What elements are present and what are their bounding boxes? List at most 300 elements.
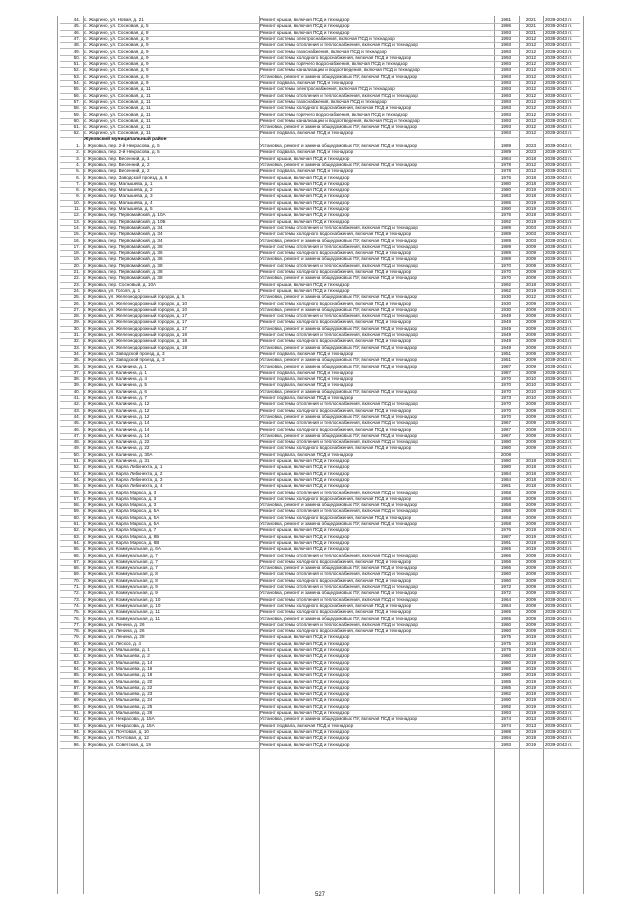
last-repair-year-cell: 2009 [525, 407, 537, 413]
planned-period-cell: 2039-2043 гг. [545, 42, 573, 48]
work-type-cell: Ремонт системы холодного водоснабжения, включая ПСД и технадзор [260, 269, 412, 274]
work-type-cell: Установка, ремонт и замена общедомовых ПУ, включая ПСД и технадзор [260, 413, 418, 419]
planned-period-cell: 2039-2043 гг. [545, 508, 573, 514]
address-cell: с. Жаргино, ул. Сосновая, д. 9 [84, 54, 149, 60]
planned-period-cell: 2039-2043 гг. [545, 489, 573, 495]
planned-period-cell: 2039-2043 гг. [545, 533, 573, 539]
last-repair-year-cell: 2012 [525, 98, 537, 104]
address-cell: г. Жуковка, ул. Гоголя, д. 1 [84, 287, 141, 293]
planned-period-cell: 2039-2043 гг. [545, 344, 573, 350]
row-number: 67. [73, 558, 80, 564]
build-year-cell: 1980 [500, 445, 512, 451]
address-cell: г. Жуковка, пер. Весенний, д. 2 [84, 161, 150, 167]
last-repair-year-cell: 2019 [525, 653, 537, 659]
row-number: 53. [73, 470, 80, 476]
row-number: 59. [73, 111, 80, 117]
build-year-cell: 1967 [500, 432, 512, 438]
work-type-cell: Установка, ремонт и замена общедомовых ПУ, включая ПСД и технадзор [260, 161, 418, 167]
address-cell: г. Жуковка, ул. Железнодорожный городок, д. 17 [84, 325, 188, 331]
address-cell: г. Жуковка, ул. Заводской проезд, д. 3 [84, 357, 165, 363]
planned-period-cell: 2039-2043 гг. [545, 596, 573, 602]
row-number: 54. [73, 80, 80, 85]
row-number: 6. [76, 174, 80, 180]
row-number: 82. [73, 653, 80, 659]
address-cell: г. Жуковка, ул. Железнодорожный городок, д. 17 [84, 319, 188, 325]
address-cell: г. Жуковка, ул. Коммунальная, д. 8 [84, 571, 158, 577]
last-repair-year-cell: 2009 [525, 344, 537, 350]
planned-period-cell: 2039-2043 гг. [545, 262, 573, 268]
row-number: 62. [73, 527, 80, 533]
build-year-cell: 1984 [500, 155, 512, 161]
planned-period-cell: 2039-2043 гг. [545, 565, 573, 571]
row-number: 57. [73, 495, 80, 501]
row-number: 32. [73, 338, 80, 344]
build-year-cell: 1993 [500, 48, 512, 54]
row-number: 35. [73, 357, 80, 363]
last-repair-year-cell: 2012 [525, 92, 537, 98]
last-repair-year-cell: 2009 [525, 445, 537, 451]
address-cell: г. Жуковка, ул. Карла Либкнехта, д. 3 [84, 476, 163, 482]
address-cell: г. Жуковка, пер. Весенний, д. 1 [84, 155, 150, 161]
work-type-cell: Установка, ремонт и замена общедомовых ПУ, включая ПСД и технадзор [260, 143, 418, 148]
row-number: 18. [73, 250, 80, 256]
row-number: 57. [73, 98, 80, 104]
build-year-cell: 1958 [500, 502, 512, 508]
planned-period-cell: 2039-2043 гг. [545, 741, 573, 747]
address-cell: г. Жуковка, пер. Малышева, д. 3 [84, 193, 153, 199]
last-repair-year-cell: 2019 [525, 634, 537, 640]
planned-period-cell: 2039-2043 гг. [545, 464, 573, 470]
address-cell: г. Жуковка, ул. Железнодорожный городок, д. 10 [84, 306, 188, 312]
work-type-cell: Ремонт подвала, включая ПСД и технадзор [260, 149, 354, 155]
last-repair-year-cell: 2012 [525, 42, 537, 48]
work-type-cell: Установка, ремонт и замена общедомовых ПУ, включая ПСД и технадзор [260, 521, 418, 526]
last-repair-year-cell: 2018 [525, 180, 537, 186]
row-number: 41. [73, 395, 80, 400]
build-year-cell: 1993 [500, 117, 512, 123]
planned-period-cell: 2039-2043 гг. [545, 98, 573, 104]
last-repair-year-cell: 2019 [525, 741, 537, 747]
planned-period-cell: 2039-2043 гг. [545, 672, 573, 678]
planned-period-cell: 2039-2043 гг. [545, 451, 573, 457]
last-repair-year-cell: 2012 [525, 105, 537, 111]
address-cell: г. Жуковка, ул. Калинина, д. 6 [84, 388, 147, 394]
row-number: 2. [76, 149, 80, 155]
row-number: 50. [73, 451, 80, 457]
row-number: 33. [73, 344, 80, 350]
planned-period-cell: 2039-2043 гг. [545, 678, 573, 684]
last-repair-year-cell: 2018 [525, 155, 537, 161]
last-repair-year-cell: 2009 [525, 508, 537, 514]
address-cell: с. Жаргино, ул. Сосновая, д. 11 [84, 86, 151, 92]
build-year-cell: 1949 [500, 338, 512, 344]
build-year-cell: 1980 [500, 458, 512, 463]
address-cell: г. Жуковка, ул. Карла Маркса, д. 3 [84, 489, 157, 495]
work-type-cell: Установка, ремонт и замена общедомовых ПУ, включая ПСД и технадзор [260, 363, 418, 369]
address-cell: с. Жаргино, ул. Сосновая, д. 11 [84, 124, 151, 130]
address-cell: г. Жуковка, пер. Первомайский, д. 38 [84, 269, 163, 274]
last-repair-year-cell: 2018 [525, 476, 537, 482]
row-number: 45. [73, 420, 80, 426]
row-number: 95. [73, 735, 80, 741]
build-year-cell: 1960 [500, 621, 512, 627]
planned-period-cell: 2039-2043 гг. [545, 300, 573, 306]
work-type-cell: Ремонт крыши, включая ПСД и технадзор [260, 546, 350, 552]
row-number: 84. [73, 665, 80, 671]
build-year-cell: 1984 [500, 470, 512, 476]
row-number: 25. [73, 294, 80, 300]
work-type-cell: Установка, ремонт и замена общедомовых ПУ, включая ПСД и технадзор [260, 73, 418, 79]
planned-period-cell: 2039-2043 гг. [545, 710, 573, 715]
address-cell: г. Жуковка, пер. 2-й Некрасова, д. 5 [84, 143, 160, 148]
row-number: 58. [73, 105, 80, 111]
build-year-cell: 1993 [500, 80, 512, 85]
work-type-cell: Ремонт крыши, включая ПСД и технадзор [260, 287, 350, 293]
address-cell: г. Жуковка, ул. Карла Либкнехта, д. 4 [84, 483, 163, 489]
address-cell: г. Жуковка, ул. Калинина, д. 12 [84, 413, 150, 419]
address-cell: г. Жуковка, ул. Советская, д. 19 [84, 741, 151, 747]
planned-period-cell: 2039-2043 гг. [545, 546, 573, 552]
last-repair-year-cell: 2019 [525, 199, 537, 205]
work-type-cell: Ремонт крыши, включая ПСД и технадзор [260, 476, 350, 482]
last-repair-year-cell: 2009 [525, 584, 537, 589]
address-cell: г. Жуковка, ул. Железнодорожный городок, д. 17 [84, 313, 188, 319]
table-border-left [57, 16, 58, 894]
address-cell: г. Жуковка, ул. Почтовая, д. 12 [84, 735, 149, 741]
address-cell: г. Жуковка, ул. Карла Либкнехта, д. 2 [84, 470, 163, 476]
planned-period-cell: 2039-2043 гг. [545, 269, 573, 274]
planned-period-cell: 2039-2043 гг. [545, 445, 573, 451]
address-cell: с. Жаргино, ул. Сосновая, д. 9 [84, 80, 149, 85]
last-repair-year-cell: 2023 [525, 143, 537, 148]
work-type-cell: Ремонт системы холодного водоснабжения, включая ПСД и технадзор [260, 54, 412, 60]
work-type-cell: Ремонт системы холодного водоснабжения, включая ПСД и технадзор [260, 300, 412, 306]
planned-period-cell: 2039-2043 гг. [545, 647, 573, 652]
planned-period-cell: 2039-2043 гг. [545, 382, 573, 388]
last-repair-year-cell: 2019 [525, 533, 537, 539]
planned-period-cell: 2039-2043 гг. [545, 609, 573, 615]
work-type-cell: Ремонт крыши, включая ПСД и технадзор [260, 193, 350, 199]
address-cell: г. Жуковка, ул. Карла Маркса, д. 8В [84, 539, 160, 545]
address-cell: г. Жуковка, пер. Весенний, д. 2 [84, 168, 150, 174]
build-year-cell: 1958 [500, 521, 512, 526]
build-year-cell: 1986 [500, 23, 512, 29]
last-repair-year-cell: 2009 [525, 250, 537, 256]
last-repair-year-cell: 2009 [525, 602, 537, 608]
work-type-cell: Ремонт системы холодного водоснабжения, включая ПСД и технадзор [260, 609, 412, 615]
build-year-cell: 1989 [500, 256, 512, 262]
last-repair-year-cell: 2013 [525, 716, 537, 722]
last-repair-year-cell: 2009 [525, 621, 537, 627]
address-cell: г. Жуковка, пер. 2-й Некрасова, д. 5 [84, 149, 160, 155]
last-repair-year-cell: 2012 [525, 54, 537, 60]
work-type-cell: Ремонт крыши, включая ПСД и технадзор [260, 640, 350, 646]
row-number: 49. [73, 445, 80, 451]
address-cell: с. Жаргино, ул. Сосновая, д. 9 [84, 67, 149, 73]
build-year-cell: 1967 [500, 426, 512, 432]
build-year-cell: 1970 [500, 388, 512, 394]
address-cell: г. Жуковка, ул. Калинина, д. 14 [84, 420, 150, 426]
row-number: 55. [73, 86, 80, 92]
last-repair-year-cell: 2019 [525, 703, 537, 709]
build-year-cell: 1993 [500, 67, 512, 73]
build-year-cell: 1990 [500, 206, 512, 211]
planned-period-cell: 2039-2043 гг. [545, 521, 573, 526]
planned-period-cell: 2039-2043 гг. [545, 407, 573, 413]
address-cell: г. Жуковка, пер. Сосновый, д. 10А [84, 281, 157, 287]
last-repair-year-cell: 2009 [525, 552, 537, 558]
build-year-cell: 1965 [500, 546, 512, 552]
address-cell: с. Жаргино, ул. Сосновая, д. 9 [84, 48, 149, 54]
planned-period-cell: 2039-2043 гг. [545, 716, 573, 722]
last-repair-year-cell: 2012 [525, 61, 537, 67]
planned-period-cell: 2039-2043 гг. [545, 476, 573, 482]
work-type-cell: Ремонт крыши, включая ПСД и технадзор [260, 678, 350, 684]
planned-period-cell: 2039-2043 гг. [545, 174, 573, 180]
planned-period-cell: 2039-2043 гг. [545, 73, 573, 79]
build-year-cell: 1987 [500, 533, 512, 539]
last-repair-year-cell: 2009 [525, 243, 537, 249]
row-number: 3. [76, 155, 80, 161]
address-cell: с. Жаргино, ул. Сосновая, д. 8 [84, 29, 149, 35]
planned-period-cell: 2039-2043 гг. [545, 735, 573, 741]
address-cell: с. Жаргино, ул. Сосновая, д. 9 [84, 73, 149, 79]
work-type-cell: Ремонт крыши, включая ПСД и технадзор [260, 710, 350, 715]
work-type-cell: Ремонт подвала, включая ПСД и технадзор [260, 382, 354, 388]
address-cell: г. Жуковка, ул. Калинина, д. 22 [84, 445, 150, 451]
row-number: 44. [73, 413, 80, 419]
build-year-cell: 1989 [500, 149, 512, 155]
row-number: 53. [73, 73, 80, 79]
last-repair-year-cell: 2009 [525, 628, 537, 634]
address-cell: г. Жуковка, ул. Коммунальная, д. 9 [84, 584, 158, 589]
work-type-cell: Ремонт крыши, включая ПСД и технадзор [260, 665, 350, 671]
row-number: 65. [73, 546, 80, 552]
last-repair-year-cell: 2018 [525, 470, 537, 476]
work-type-cell: Ремонт крыши, включая ПСД и технадзор [260, 281, 350, 287]
build-year-cell: 1993 [500, 130, 512, 136]
row-number: 5. [76, 168, 80, 174]
address-cell: с. Жаргино, ул. Сосновая, д. 11 [84, 98, 151, 104]
row-number: 21. [73, 269, 80, 274]
planned-period-cell: 2039-2043 гг. [545, 199, 573, 205]
build-year-cell: 1972 [500, 590, 512, 596]
address-cell: г. Жуковка, пер. Первомайский, д. 36 [84, 250, 163, 256]
work-type-cell: Ремонт системы отопления и теплоснабжения, включая ПСД и технадзор [260, 552, 418, 558]
last-repair-year-cell: 2010 [525, 376, 537, 382]
row-number: 64. [73, 539, 80, 545]
build-year-cell: 1993 [500, 710, 512, 715]
build-year-cell: 1981 [500, 17, 512, 22]
planned-period-cell: 2039-2043 гг. [545, 722, 573, 728]
planned-period-cell: 2039-2043 гг. [545, 458, 573, 463]
work-type-cell: Ремонт системы горячего водоснабжения, включая ПСД и технадзор [260, 61, 408, 67]
planned-period-cell: 2039-2043 гг. [545, 552, 573, 558]
work-type-cell: Ремонт крыши, включая ПСД и технадзор [260, 691, 350, 697]
work-type-cell: Ремонт системы электроснабжения, включая ПСД и технадзор [260, 35, 395, 41]
row-number: 71. [73, 584, 80, 589]
last-repair-year-cell: 2018 [525, 464, 537, 470]
build-year-cell: 1970 [500, 407, 512, 413]
build-year-cell: 1970 [500, 401, 512, 407]
planned-period-cell: 2039-2043 гг. [545, 395, 573, 400]
build-year-cell: 1992 [500, 703, 512, 709]
address-cell: г. Жуковка, ул. Коммунальная, д. 11 [84, 615, 161, 621]
build-year-cell: 1962 [500, 287, 512, 293]
last-repair-year-cell: 2003 [525, 224, 537, 230]
page-number: 527 [314, 892, 325, 898]
row-number: 46. [73, 29, 80, 35]
work-type-cell: Ремонт системы отопления и теплоснабжения, включая ПСД и технадзор [260, 262, 418, 268]
last-repair-year-cell: 2009 [525, 609, 537, 615]
build-year-cell: 1976 [500, 212, 512, 218]
table-row [60, 742, 580, 749]
row-number: 13. [73, 218, 80, 224]
build-year-cell: 1972 [500, 584, 512, 589]
work-type-cell: Ремонт крыши, включая ПСД и технадзор [260, 647, 350, 652]
last-repair-year-cell: 2009 [525, 420, 537, 426]
row-number: 74. [73, 602, 80, 608]
address-cell: г. Жуковка, ул. Коммунальная, д. 7 [84, 558, 158, 564]
planned-period-cell: 2039-2043 гг. [545, 350, 573, 356]
row-number: 19. [73, 256, 80, 262]
last-repair-year-cell: 2012 [525, 168, 537, 174]
build-year-cell: 1993 [500, 42, 512, 48]
work-type-cell: Установка, ремонт и замена общедомовых ПУ, включая ПСД и технадзор [260, 716, 418, 722]
work-type-cell: Установка, ремонт и замена общедомовых ПУ, включая ПСД и технадзор [260, 432, 418, 438]
address-cell: г. Жуковка, ул. Малышева, д. 23 [84, 691, 153, 697]
planned-period-cell: 2039-2043 гг. [545, 161, 573, 167]
last-repair-year-cell: 2012 [525, 111, 537, 117]
row-number: 89. [73, 697, 80, 703]
planned-period-cell: 2039-2043 гг. [545, 313, 573, 319]
build-year-cell: 1980 [500, 659, 512, 665]
build-year-cell: 1989 [500, 231, 512, 237]
work-type-cell: Ремонт крыши, включая ПСД и технадзор [260, 23, 350, 29]
build-year-cell: 1989 [500, 250, 512, 256]
work-type-cell: Ремонт системы холодного водоснабжения, включая ПСД и технадзор [260, 338, 412, 344]
row-number: 80. [73, 640, 80, 646]
row-number: 50. [73, 54, 80, 60]
row-number: 88. [73, 691, 80, 697]
build-year-cell: 1960 [500, 577, 512, 583]
build-year-cell: 1993 [500, 124, 512, 130]
work-type-cell: Ремонт системы холодного водоснабжения, включая ПСД и технадзор [260, 426, 412, 432]
row-number: 11. [73, 206, 80, 211]
address-cell: г. Жуковка, ул. Калинина, д. 31 [84, 458, 150, 463]
planned-period-cell: 2039-2043 гг. [545, 306, 573, 312]
row-number: 14. [73, 224, 80, 230]
work-type-cell: Установка, ремонт и замена общедомовых ПУ, включая ПСД и технадзор [260, 357, 418, 363]
planned-period-cell: 2039-2043 гг. [545, 35, 573, 41]
planned-period-cell: 2039-2043 гг. [545, 439, 573, 445]
last-repair-year-cell: 2012 [525, 80, 537, 85]
work-type-cell: Ремонт системы отопления и теплоснабжения, включая ПСД и технадзор [260, 596, 418, 602]
work-type-cell: Ремонт системы холодного водоснабжения, включая ПСД и технадзор [260, 558, 412, 564]
last-repair-year-cell: 2009 [525, 577, 537, 583]
row-number: 85. [73, 672, 80, 678]
build-year-cell: 1970 [500, 376, 512, 382]
work-type-cell: Ремонт системы холодного водоснабжения, включая ПСД и технадзор [260, 602, 412, 608]
address-cell: г. Жуковка, пер. Первомайский, д. 34 [84, 231, 163, 237]
address-cell: г. Жуковка, ул. Малышева, д. 24 [84, 697, 153, 703]
planned-period-cell: 2039-2043 гг. [545, 483, 573, 489]
row-number: 70. [73, 577, 80, 583]
last-repair-year-cell: 2019 [525, 691, 537, 697]
address-cell: с. Жаргино, ул. Сосновая, д. 11 [84, 92, 151, 98]
work-type-cell: Ремонт крыши, включая ПСД и технадзор [260, 180, 350, 186]
work-type-cell: Ремонт крыши, включая ПСД и технадзор [260, 206, 350, 211]
last-repair-year-cell: 2019 [525, 287, 537, 293]
row-number: 91. [73, 710, 80, 715]
build-year-cell: 1992 [500, 281, 512, 287]
build-year-cell: 1966 [500, 558, 512, 564]
row-number: 61. [73, 124, 80, 130]
address-cell: г. Жуковка, ул. Коммунальная, д. 9 [84, 590, 158, 596]
planned-period-cell: 2039-2043 гг. [545, 388, 573, 394]
address-cell: г. Жуковка, пер. Первомайский, д. 10Б [84, 218, 166, 224]
planned-period-cell: 2039-2043 гг. [545, 590, 573, 596]
build-year-cell: 1985 [500, 678, 512, 684]
planned-period-cell: 2039-2043 гг. [545, 218, 573, 224]
build-year-cell: 1966 [500, 552, 512, 558]
planned-period-cell: 2039-2043 гг. [545, 281, 573, 287]
work-type-cell: Ремонт системы холодного водоснабжения, включая ПСД и технадзор [260, 407, 412, 413]
work-type-cell: Ремонт системы отопления и теплоснабжения, включая ПСД и технадзор [260, 420, 418, 426]
row-number: 52. [73, 464, 80, 470]
address-cell: г. Жуковка, ул. Малышева, д. 25 [84, 703, 153, 709]
work-type-cell: Ремонт крыши, включая ПСД и технадзор [260, 634, 350, 640]
build-year-cell: 1970 [500, 275, 512, 281]
planned-period-cell: 2039-2043 гг. [545, 180, 573, 186]
last-repair-year-cell: 2018 [525, 281, 537, 287]
last-repair-year-cell: 2009 [525, 325, 537, 331]
build-year-cell: 1976 [500, 174, 512, 180]
build-year-cell: 1981 [500, 483, 512, 489]
last-repair-year-cell: 2019 [525, 678, 537, 684]
address-cell: г. Жуковка, ул. Заводской проезд, д. 3 [84, 350, 165, 356]
address-cell: г. Жуковка, ул. Калинина, д. 7 [84, 395, 147, 400]
planned-period-cell: 2039-2043 гг. [545, 275, 573, 281]
row-number: 56. [73, 489, 80, 495]
last-repair-year-cell: 2019 [525, 672, 537, 678]
build-year-cell: 1951 [500, 350, 512, 356]
planned-period-cell: 2039-2043 гг. [545, 514, 573, 520]
planned-period-cell: 2039-2043 гг. [545, 29, 573, 35]
row-number: 7. [76, 180, 80, 186]
planned-period-cell: 2039-2043 гг. [545, 338, 573, 344]
last-repair-year-cell: 2009 [525, 357, 537, 363]
last-repair-year-cell: 2018 [525, 193, 537, 199]
address-cell: г. Жуковка, ул. Коммунальная, д. 11 [84, 609, 161, 615]
address-cell: г. Жуковка, пер. Заводской проезд, д. 6 [84, 174, 168, 180]
planned-period-cell: 2039-2043 гг. [545, 23, 573, 29]
last-repair-year-cell: 2018 [525, 483, 537, 489]
planned-period-cell: 2039-2043 гг. [545, 640, 573, 646]
work-type-cell: Ремонт системы горячего водоснабжения, включая ПСД и технадзор [260, 111, 408, 117]
address-cell: г. Жуковка, ул. Малышева, д. 14 [84, 659, 153, 665]
planned-period-cell: 2039-2043 гг. [545, 376, 573, 382]
work-type-cell: Ремонт подвала, включая ПСД и технадзор [260, 168, 354, 174]
work-type-cell: Ремонт системы отопления и теплоснабжения, включая ПСД и технадзор [260, 401, 418, 407]
work-type-cell: Ремонт системы отопления и теплоснабжения, включая ПСД и технадзор [260, 92, 418, 98]
row-number: 93. [73, 722, 80, 728]
planned-period-cell: 2039-2043 гг. [545, 432, 573, 438]
planned-period-cell: 2039-2043 гг. [545, 61, 573, 67]
address-cell: г. Жуковка, ул. Малышева, д. 16 [84, 665, 153, 671]
row-number: 76. [73, 615, 80, 621]
work-type-cell: Ремонт крыши, включая ПСД и технадзор [260, 741, 350, 747]
